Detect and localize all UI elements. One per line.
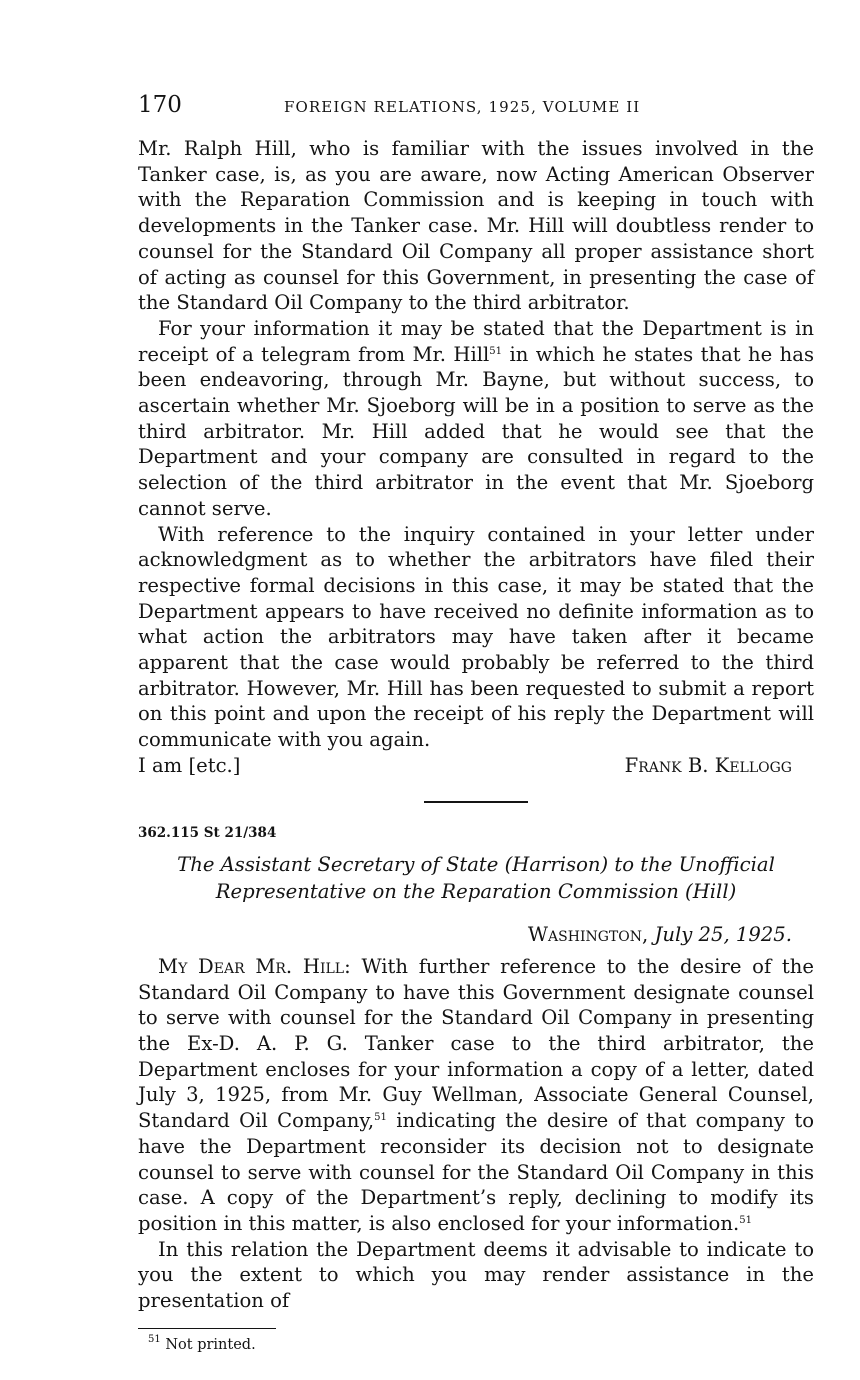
paragraph-telegram-text-a: For your information it may be stated that the Department is in receipt of a telegram from Mr. Hill — [138, 316, 814, 366]
page-header — [138, 92, 814, 126]
closing-line — [138, 753, 814, 779]
section-divider — [424, 801, 528, 803]
letter-paragraph-1-text-a: With further reference to the desire of the Standard Oil Company to have this Government designate counsel to serve with counsel for the Standard Oil Company in presenting the Ex-D. A. P. G. Tanker case to the third arbitrator, the Department encloses for your information a copy of a letter, dated July 3, 1925, from Mr. Guy Wellman, Associate General Counsel, Standard Oil Company, — [138, 954, 815, 1133]
paragraph-telegram — [138, 316, 814, 522]
file-reference: 362.115 St 21/384 — [138, 824, 277, 841]
letter-paragraph-1 — [138, 954, 814, 1237]
footnote-divider — [138, 1328, 276, 1330]
dateline-date: July 25, 1925. — [654, 922, 792, 946]
footnote-ref: 51 — [489, 345, 503, 357]
footnote-text: Not printed. — [165, 1337, 256, 1354]
paragraph-tanker-case: Mr. Ralph Hill, who is familiar with the issues involved in the Tanker case, is, as you are aware, now Acting American Observer with the Reparation Commission and is keeping in touch with developments in the Tanker case. Mr. Hill will doubtless render to counsel for the Standard Oil Company all proper assistance short of acting as counsel for this Government, in presenting the case of the Standard Oil Company to the third arbitrator. — [138, 137, 814, 315]
letter-paragraph-2: In this relation the Department deems it advisable to indicate to you the extent to which you may render assistance in the presentation of — [138, 1237, 814, 1313]
footnote-ref: 51 — [374, 1112, 387, 1124]
document-page — [138, 92, 814, 1353]
paragraph-telegram-text-b: in which he states that he has been endeavoring, through Mr. Bayne, but without success, to ascertain whether Mr. Sjoeborg will be in a position to serve as the third arbitrator. Mr. Hill added that he would see that the Department and your company are consulted in regard to the selection of the third arbitrator in the event that Mr. Sjoeborg cannot serve. — [138, 342, 815, 520]
letter-paragraph-1-text-b: indicating the desire of that company to have the Department reconsider its decision not to designate counsel to serve with counsel for the Standard Oil Company in this case. A copy of the Department’s reply, declining to modify its position in this matter, is also enclosed for your information. — [138, 1109, 815, 1235]
document-title: The Assistant Secretary of State (Harrison) to the Unofficial Representative on the Reparation Commission (Hill) — [177, 852, 775, 903]
dateline-place: Washington, — [527, 922, 649, 946]
closing-text: I am [etc.] — [138, 753, 241, 777]
running-head: FOREIGN RELATIONS, 1925, VOLUME II — [284, 98, 641, 116]
dateline — [138, 923, 814, 946]
paragraph-inquiry: With reference to the inquiry contained in your letter under acknowledgment as to whether the arbitrators have filed their respective formal decisions in this case, it may be stated that the Department appears to have received no definite information as to what action the arbitrators may have taken after it became apparent that the case would probably be referred to the third arbitrator. However, Mr. Hill has been requested to submit a report on this point and upon the receipt of his reply the Department will communicate with you again. — [138, 522, 814, 752]
page-number: 170 — [138, 92, 182, 118]
salutation: My Dear Mr. Hill: — [158, 954, 351, 978]
footnote-marker: 51 — [148, 1334, 161, 1346]
footnote-ref: 51 — [739, 1214, 752, 1226]
footnote — [138, 1334, 814, 1354]
signature: Frank B. Kellogg — [624, 753, 792, 777]
